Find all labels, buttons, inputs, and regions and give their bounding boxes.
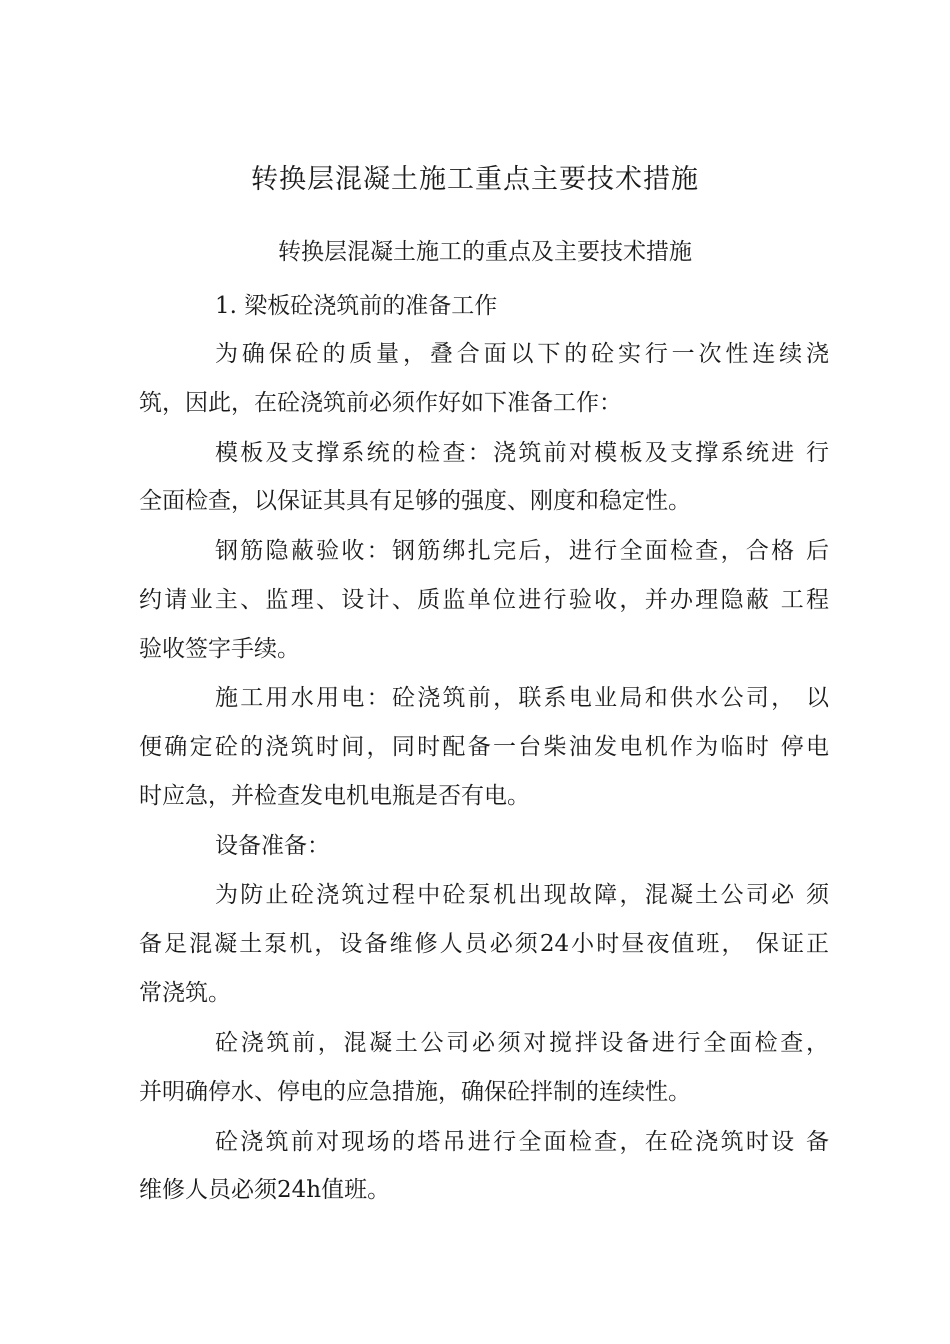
paragraph-line: 模板及支撑系统的检查：浇筑前对模板及支撑系统进 行 [215,440,829,466]
paragraph-line: 维修人员必须24h值班。 [139,1177,391,1203]
paragraph-line: 全面检查，以保证其具有足够的强度、刚度和稳定性。 [139,488,691,514]
paragraph-line: 钢筋隐蔽验收：钢筋绑扎完后，进行全面检查，合格 后 [215,538,829,564]
document-title: 转换层混凝土施工重点主要技术措施 [251,164,699,195]
document-subtitle: 转换层混凝土施工的重点及主要技术措施 [278,239,692,265]
paragraph-line: 约请业主、监理、设计、质监单位进行验收，并办理隐蔽 工程 [139,587,829,613]
paragraph-line: 筑，因此，在砼浇筑前必须作好如下准备工作： [139,390,622,416]
section-heading: 1. 梁板砼浇筑前的准备工作 [215,293,498,319]
paragraph-line: 时应急，并检查发电机电瓶是否有电。 [139,783,530,809]
paragraph-line: 便确定砼的浇筑时间，同时配备一台柴油发电机作为临时 停电 [139,734,829,760]
paragraph-line: 验收签字手续。 [139,636,300,662]
paragraph-line: 砼浇筑前，混凝土公司必须对搅拌设备进行全面检查， [215,1030,829,1056]
paragraph-line: 设备准备： [215,833,330,859]
paragraph-line: 为确保砼的质量，叠合面以下的砼实行一次性连续浇 [215,341,829,367]
paragraph-line: 备足混凝土泵机，设备维修人员必须24小时昼夜值班， 保证正 [139,931,829,957]
paragraph-line: 常浇筑。 [139,980,231,1006]
paragraph-line: 砼浇筑前对现场的塔吊进行全面检查，在砼浇筑时设 备 [215,1129,829,1155]
paragraph-line: 为防止砼浇筑过程中砼泵机出现故障，混凝土公司必 须 [215,882,829,908]
paragraph-line: 并明确停水、停电的应急措施，确保砼拌制的连续性。 [139,1079,691,1105]
paragraph-line: 施工用水用电：砼浇筑前，联系电业局和供水公司， 以 [215,685,829,711]
